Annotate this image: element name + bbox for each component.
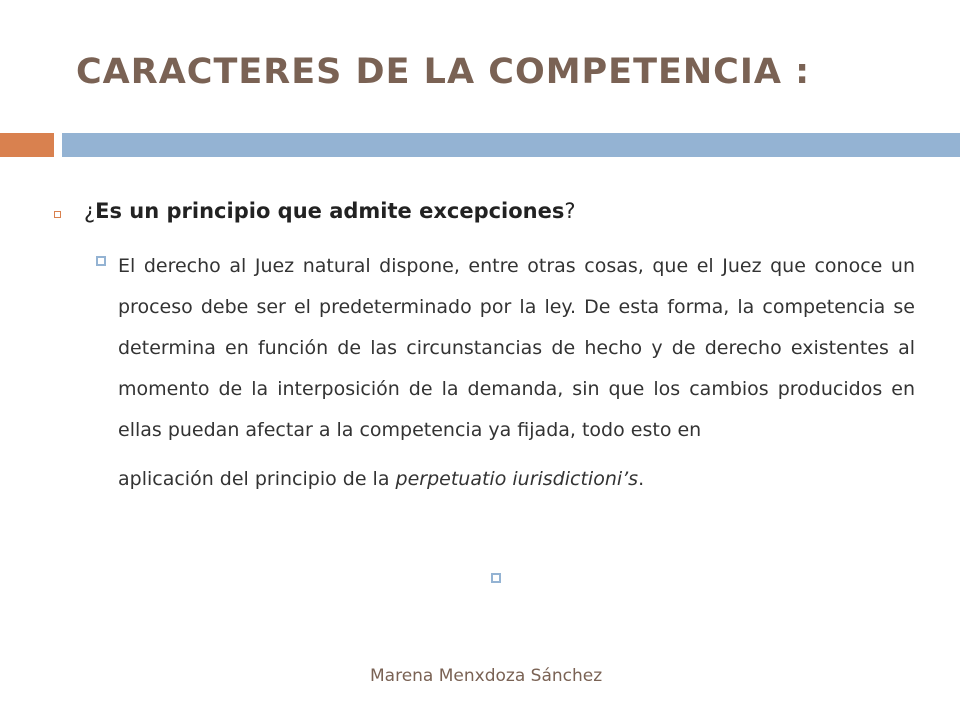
paragraph-last-after: . [638, 468, 645, 490]
footer-author: Marena Menxdoza Sánchez [370, 666, 603, 686]
question-text [84, 199, 576, 223]
title-underline-blue-bar [62, 133, 960, 157]
slide-title: CARACTERES DE LA COMPETENCIA : [76, 52, 811, 92]
question-suffix: ? [564, 199, 576, 223]
square-bullet-icon [96, 256, 106, 266]
paragraph-main: El derecho al Juez natural dispone, entre otras cosas, que el Juez que conoce un proceso debe ser el predeterminado por la ley. De esta forma, la competencia se determina en función de las circunstancias de hecho y de derecho existentes al momento de la interposición de la demanda, sin que los cambios producidos en ellas puedan afectar a la competencia ya fijada, todo esto en [118, 255, 915, 441]
square-bullet-icon [54, 211, 61, 218]
question-prefix: ¿ [84, 199, 96, 223]
paragraph-last-line [118, 459, 915, 500]
paragraph-last-before: aplicación del principio de la [118, 468, 396, 490]
question-bold: Es un principio que admite excepciones [95, 199, 565, 223]
title-underline-orange-bar [0, 133, 54, 157]
square-bullet-icon [491, 573, 501, 583]
body-paragraph [118, 246, 915, 500]
paragraph-last-italic: perpetuatio iurisdictioni’s [395, 468, 639, 490]
